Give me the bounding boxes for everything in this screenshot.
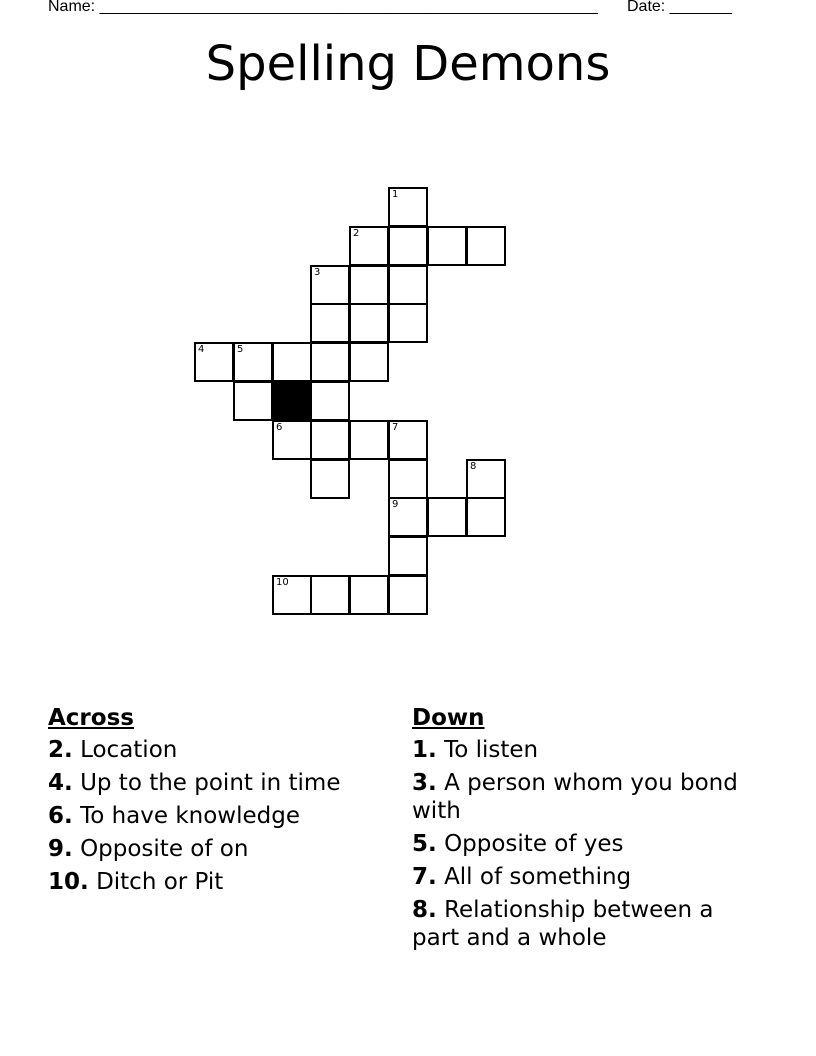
across-clue xyxy=(48,835,393,863)
grid-cell[interactable] xyxy=(310,381,350,421)
across-clue xyxy=(48,769,393,797)
down-heading: Down xyxy=(412,705,485,731)
grid-cell[interactable] xyxy=(388,303,428,343)
clue-text: All of something xyxy=(444,864,632,890)
grid-cell[interactable] xyxy=(310,459,350,499)
grid-cell[interactable] xyxy=(349,342,389,382)
cell-number: 9 xyxy=(392,499,399,510)
cell-number: 3 xyxy=(314,267,321,278)
clue-number: 8. xyxy=(412,897,437,923)
clue-number: 4. xyxy=(48,770,73,796)
down-clues xyxy=(412,703,752,957)
grid-cell[interactable] xyxy=(349,265,389,305)
down-clue xyxy=(412,736,752,764)
grid-cell[interactable] xyxy=(466,226,506,266)
grid-cell[interactable] xyxy=(349,420,389,460)
clue-number: 7. xyxy=(412,864,437,890)
cell-number: 7 xyxy=(392,422,399,433)
clue-text: Ditch or Pit xyxy=(96,869,224,895)
grid-cell[interactable] xyxy=(310,575,350,615)
name-field[interactable]: Name: ________________________________________________________ xyxy=(48,0,598,15)
cell-number: 10 xyxy=(276,577,289,588)
grid-cell[interactable] xyxy=(349,575,389,615)
clue-text: Location xyxy=(80,737,178,763)
grid-cell[interactable] xyxy=(349,303,389,343)
grid-cell[interactable] xyxy=(388,497,428,537)
grid-cell[interactable] xyxy=(427,497,467,537)
grid-cell[interactable] xyxy=(233,381,273,421)
clue-number: 2. xyxy=(48,737,73,763)
clue-text: To listen xyxy=(444,737,539,763)
down-clue xyxy=(412,769,752,825)
clue-number: 9. xyxy=(48,836,73,862)
grid-cell[interactable] xyxy=(194,342,234,382)
black-square xyxy=(272,381,312,421)
grid-cell[interactable] xyxy=(466,459,506,499)
across-clue xyxy=(48,802,393,830)
grid-cell[interactable] xyxy=(272,342,312,382)
grid-cell[interactable] xyxy=(310,342,350,382)
grid-cell[interactable] xyxy=(427,226,467,266)
clue-number: 5. xyxy=(412,831,437,857)
cell-number: 4 xyxy=(198,344,205,355)
across-clues xyxy=(48,703,393,901)
across-clue xyxy=(48,736,393,764)
down-clue xyxy=(412,830,752,858)
cell-number: 8 xyxy=(470,461,477,472)
grid-cell[interactable] xyxy=(310,420,350,460)
grid-cell[interactable] xyxy=(388,536,428,576)
grid-cell[interactable] xyxy=(349,226,389,266)
down-clue xyxy=(412,863,752,891)
cell-number: 6 xyxy=(276,422,283,433)
date-field[interactable]: Date: _______ xyxy=(627,0,732,15)
grid-cell[interactable] xyxy=(388,420,428,460)
clue-text: Opposite of yes xyxy=(444,831,624,857)
grid-cell[interactable] xyxy=(310,265,350,305)
cell-number: 1 xyxy=(392,189,399,200)
down-clue xyxy=(412,896,752,952)
page-title: Spelling Demons xyxy=(205,36,611,92)
clue-number: 6. xyxy=(48,803,73,829)
grid-cell[interactable] xyxy=(388,575,428,615)
grid-cell[interactable] xyxy=(466,497,506,537)
grid-cell[interactable] xyxy=(272,575,312,615)
clue-number: 3. xyxy=(412,770,437,796)
grid-cell[interactable] xyxy=(388,187,428,227)
grid-cell[interactable] xyxy=(388,459,428,499)
grid-cell[interactable] xyxy=(388,265,428,305)
clue-text: A person whom you bond with xyxy=(412,770,738,824)
grid-cell[interactable] xyxy=(388,226,428,266)
cell-number: 5 xyxy=(237,344,244,355)
clue-text: Relationship between a part and a whole xyxy=(412,897,714,951)
clue-text: To have knowledge xyxy=(80,803,300,829)
cell-number: 2 xyxy=(353,228,360,239)
grid-cell[interactable] xyxy=(310,303,350,343)
clue-number: 1. xyxy=(412,737,437,763)
clue-text: Up to the point in time xyxy=(80,770,341,796)
clue-number: 10. xyxy=(48,869,89,895)
across-heading: Across xyxy=(48,705,134,731)
clue-text: Opposite of on xyxy=(80,836,249,862)
grid-cell[interactable] xyxy=(272,420,312,460)
grid-cell[interactable] xyxy=(233,342,273,382)
across-clue xyxy=(48,868,393,896)
